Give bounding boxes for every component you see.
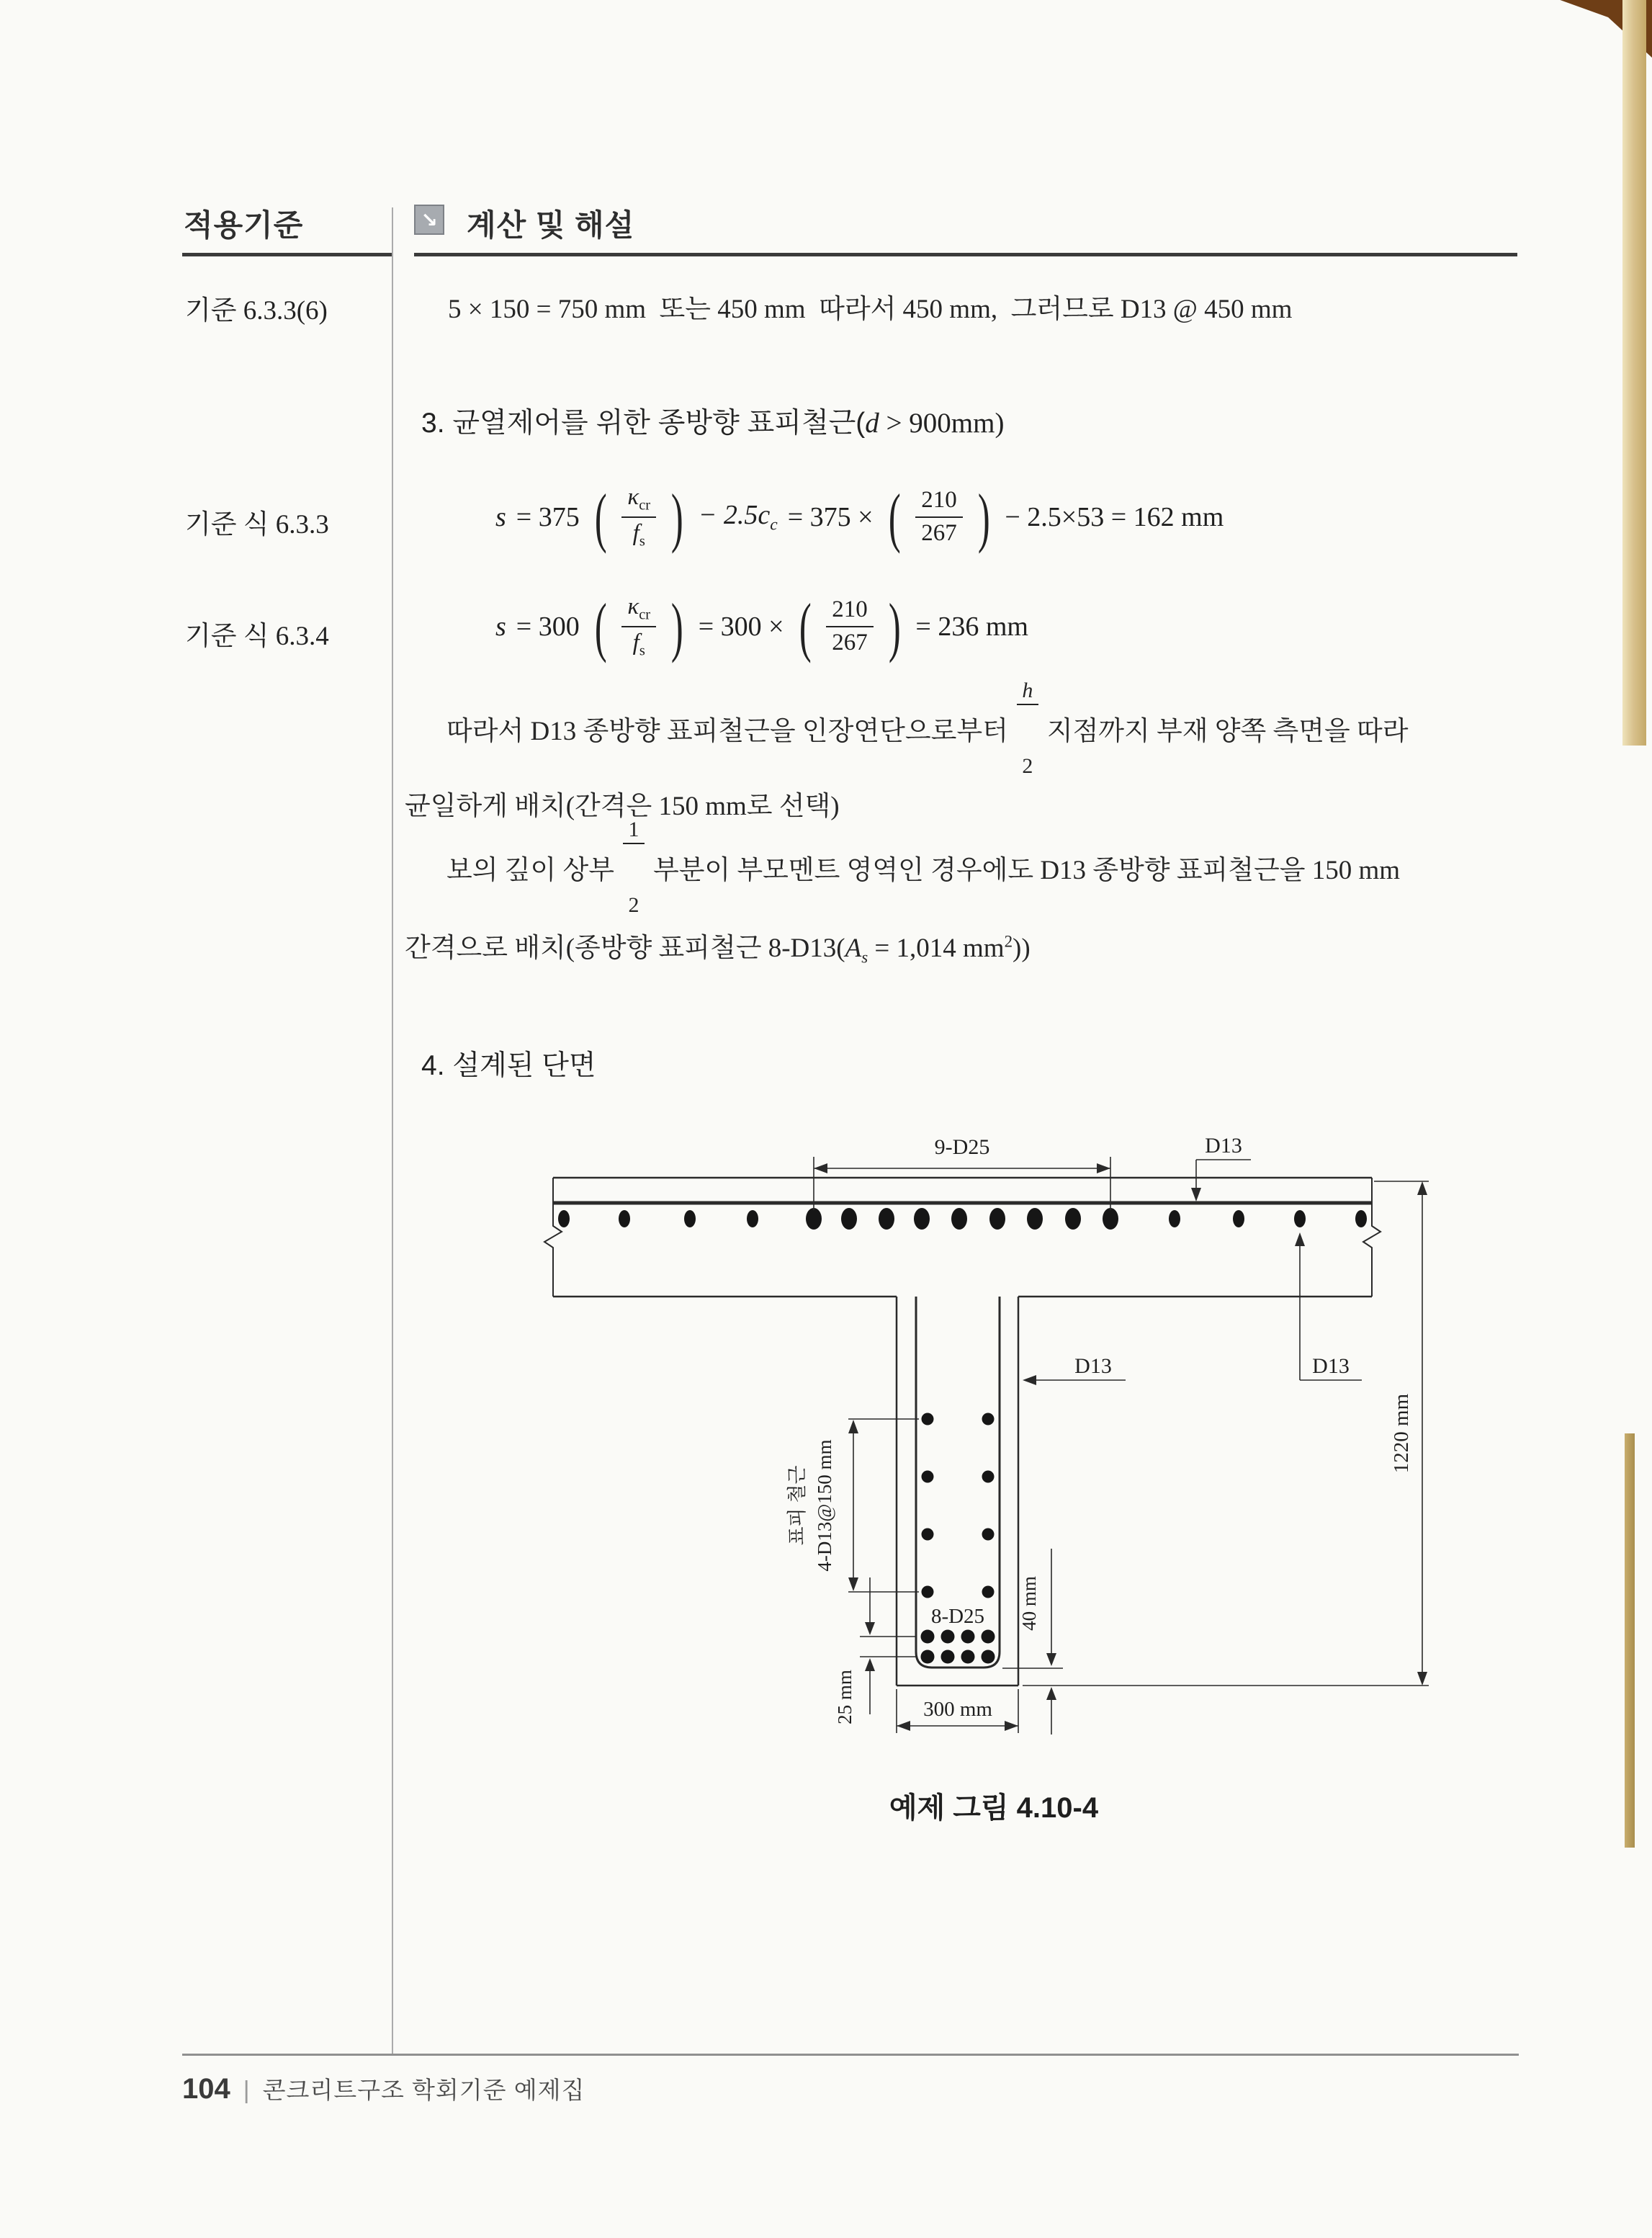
- column-divider: [392, 207, 393, 2056]
- eq634-frac1-den: f: [632, 630, 639, 655]
- label-40mm: 40 mm: [1018, 1576, 1040, 1631]
- eq634-p1: = 300: [516, 612, 580, 642]
- code-ref-3: 기준 식 6.3.4: [185, 622, 329, 651]
- equation-633: [495, 467, 1224, 568]
- eq634-frac2-den: 267: [832, 630, 868, 655]
- label-300mm: 300 mm: [923, 1698, 992, 1721]
- paren-open: (: [888, 480, 901, 554]
- para2-As-sub: s: [861, 948, 868, 967]
- eq633-p2: [699, 499, 778, 535]
- header-right-rule: [414, 253, 1517, 256]
- header-left-title: 적용기준: [184, 208, 304, 242]
- para2-pre: 보의 깊이 상부: [446, 856, 614, 885]
- paragraph-2-line-2: [405, 926, 1031, 967]
- eq633-frac1-num-sub: cr: [639, 497, 651, 514]
- slab-rebar-dots: [558, 1208, 1367, 1230]
- footer-rule: [182, 2054, 1519, 2056]
- para2-mm2-sup: 2: [1004, 932, 1013, 951]
- section-3-title-text: 3. 균열제어를 위한 종방향 표피철근(: [421, 408, 866, 439]
- calc-section-icon: [414, 205, 444, 235]
- figure-caption: 예제 그림 4.10-4: [889, 1792, 1099, 1824]
- label-d13-top: D13: [1205, 1134, 1242, 1158]
- section-3-cond: > 900mm): [879, 408, 1005, 439]
- eq634-frac1-num-sub: cr: [639, 607, 651, 623]
- section-4-title: 4. 설계된 단면: [421, 1050, 596, 1081]
- paren-close: ): [977, 480, 990, 554]
- eq633-frac2: [915, 487, 963, 547]
- left-break-mark: [544, 1178, 562, 1297]
- paren-close: ): [888, 589, 901, 663]
- label-skin-spec: 4-D13@150 mm: [814, 1439, 835, 1572]
- eq633-p1: = 375: [516, 502, 580, 532]
- eq633-lhs: s: [495, 502, 506, 532]
- paren-open: (: [799, 589, 812, 663]
- arrow-down-right-icon: ↘: [421, 207, 438, 232]
- eq634-result: = 236 mm: [915, 612, 1028, 642]
- paragraph-2-line-1: [446, 818, 1401, 917]
- equation-634: [495, 576, 1028, 677]
- para2-frac-num: 1: [623, 818, 645, 844]
- paren-close: ): [671, 480, 683, 554]
- eq633-frac2-den: 267: [921, 520, 957, 546]
- footer-separator: |: [243, 2077, 250, 2104]
- eq634-frac1-num: κ: [627, 593, 639, 619]
- eq633-frac1-den: f: [632, 520, 639, 546]
- label-9-d25: 9-D25: [934, 1135, 990, 1159]
- para1-frac-num: h: [1017, 679, 1038, 705]
- label-d13-slab: D13: [1312, 1354, 1350, 1378]
- eq633-frac1-den-sub: s: [639, 533, 645, 550]
- eq633-p2-text: − 2.5c: [698, 500, 771, 531]
- skin-rebar-dots: [922, 1413, 995, 1598]
- eq634-frac1: [621, 594, 656, 660]
- page-edge-bottom: [1625, 1433, 1635, 1848]
- paren-open: (: [594, 480, 607, 554]
- eq634-frac2-num: 210: [826, 596, 874, 627]
- header-right-title: 계산 및 해설: [467, 208, 635, 242]
- code-ref-1: 기준 6.3.3(6): [185, 296, 328, 326]
- beam-section-figure: [526, 1116, 1455, 1747]
- label-d13-web: D13: [1074, 1354, 1112, 1378]
- eq634-frac1-den-sub: s: [639, 643, 645, 659]
- paren-close: ): [671, 589, 683, 663]
- header-left-rule: [182, 253, 392, 256]
- label-8-d25: 8-D25: [930, 1605, 985, 1628]
- eq634-p3: = 300 ×: [698, 612, 784, 642]
- label-1220mm: 1220 mm: [1390, 1393, 1413, 1474]
- eq633-frac1: [621, 484, 656, 550]
- page-number: 104: [182, 2073, 230, 2105]
- paragraph-1-line-1: [446, 679, 1409, 778]
- section-3-var: d: [865, 408, 879, 439]
- eq633-frac1-num: κ: [627, 483, 639, 510]
- section-3-title: [421, 400, 1004, 441]
- paragraph-1-line-2: 균일하게 배치(간격은 150 mm로 선택): [405, 792, 840, 821]
- para2-As-var: A: [845, 934, 862, 963]
- para2-line2-pre: 간격으로 배치(종방향 표피철근 8-D13(: [405, 934, 845, 963]
- footer: [182, 2072, 585, 2105]
- para2-line2-mid: = 1,014 mm: [868, 934, 1005, 963]
- eq634-frac2: [826, 596, 874, 657]
- dimension-arrowheads: [814, 1163, 1427, 1731]
- para1-frac-den: 2: [1022, 754, 1033, 778]
- label-skin-rebar: 표피 철근: [786, 1465, 808, 1546]
- para2-frac-den: 2: [628, 893, 639, 917]
- code-ref-2: 기준 식 6.3.3: [185, 510, 329, 540]
- page-edge-top: [1622, 0, 1646, 746]
- book-title: 콘크리트구조 학회기준 예제집: [262, 2077, 585, 2103]
- right-break-mark: [1363, 1178, 1381, 1297]
- paren-open: (: [594, 589, 607, 663]
- dimension-lines: [814, 1157, 1429, 1735]
- para1-frac-h2: [1017, 631, 1038, 825]
- eq634-lhs: s: [495, 612, 506, 642]
- calc-line-1: 5 × 150 = 750 mm 또는 450 mm 따라서 450 mm, 그러므로 D13 @ 450 mm: [448, 295, 1293, 324]
- para2-line2-close: )): [1013, 934, 1031, 963]
- para1-pre: 따라서 D13 종방향 표피철근을 인장연단으로부터: [446, 717, 1008, 746]
- para1-post: 지점까지 부재 양쪽 측면을 따라: [1046, 717, 1409, 746]
- bottom-rebar-dots: [921, 1630, 995, 1664]
- eq633-result: − 2.5×53 = 162 mm: [1005, 502, 1224, 532]
- eq633-p3: = 375 ×: [787, 502, 874, 532]
- label-25mm: 25 mm: [834, 1670, 856, 1724]
- eq633-p2-sub: c: [770, 515, 778, 534]
- eq633-frac2-num: 210: [915, 487, 963, 518]
- para2-post: 부분이 부모멘트 영역인 경우에도 D13 종방향 표피철근을 150 mm: [652, 856, 1401, 885]
